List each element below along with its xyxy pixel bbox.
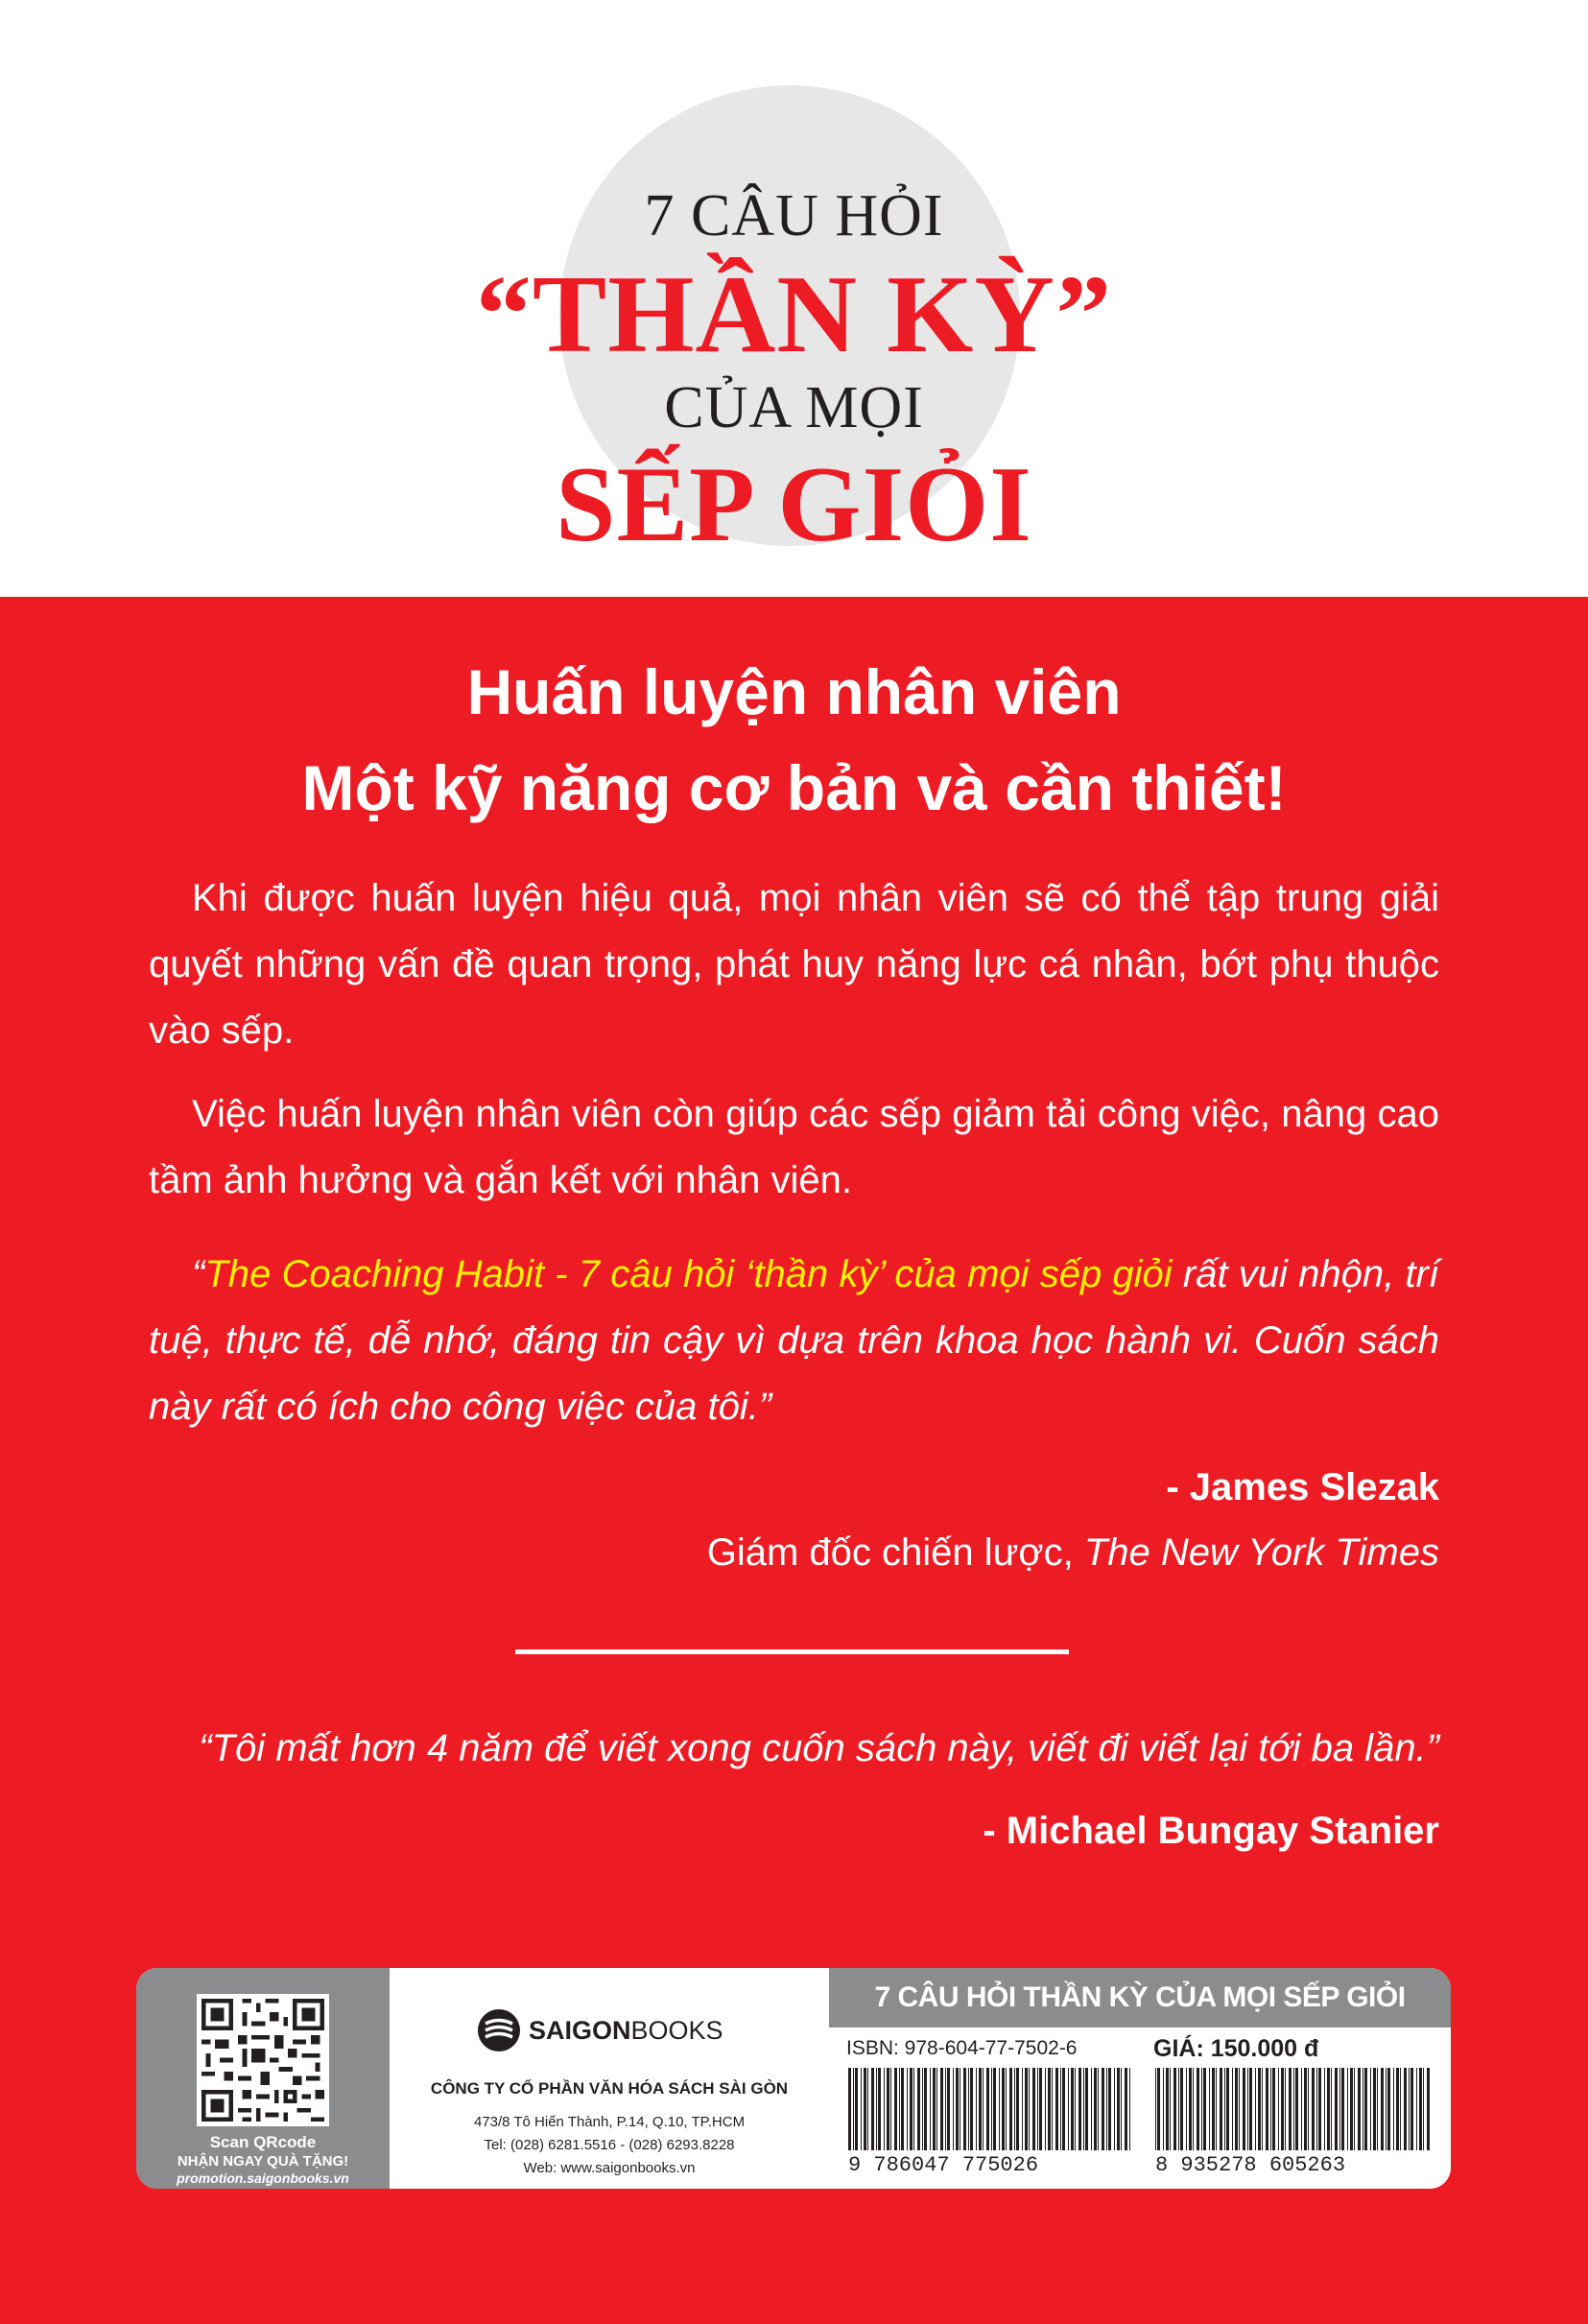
barcode-bar — [1037, 2068, 1038, 2150]
quote-body: rất vui nhộn, trí tuệ, thực tế, dễ nhớ, đáng tin cậy vì dựa trên khoa học hành vi. Cuốn sách này rất có ích cho công việc của tôi.” — [149, 1253, 1439, 1428]
barcode-bar — [1312, 2068, 1315, 2150]
publisher-logo-text — [529, 2016, 723, 2046]
barcode-bar — [968, 2068, 969, 2150]
barcode-bar — [867, 2068, 868, 2150]
barcode-bar — [1410, 2068, 1413, 2150]
barcode-bar — [1052, 2068, 1053, 2150]
barcode-bar — [1075, 2068, 1076, 2150]
quote-2-author: - Michael Bungay Stanier — [983, 1810, 1439, 1852]
barcode-bar — [878, 2068, 881, 2150]
barcode-bar — [1108, 2068, 1111, 2150]
barcode-bar — [1423, 2068, 1424, 2150]
barcode-bar — [1216, 2068, 1217, 2150]
title-line-2: “THẦN KỲ” — [475, 253, 1113, 376]
barcode-bar — [894, 2068, 897, 2150]
barcode-bar — [1045, 2068, 1046, 2150]
barcode-bar — [1232, 2068, 1233, 2150]
barcode-bar — [1247, 2068, 1248, 2150]
barcode-bar — [1166, 2068, 1169, 2150]
barcode-bar — [1022, 2068, 1023, 2150]
barcode-bar — [876, 2068, 877, 2150]
barcode-bar — [1180, 2068, 1183, 2150]
barcode-bar — [1170, 2068, 1171, 2150]
paragraph-1: Khi được huấn luyện hiệu quả, mọi nhân viên sẽ có thể tập trung giải quyết những vấn đề quan trọng, phát huy năng lực cá nhân, bớt phụ thuộc vào sếp. — [149, 877, 1439, 1052]
barcode-bar — [1255, 2068, 1256, 2150]
barcode-bar — [1258, 2068, 1261, 2150]
barcode-bar — [979, 2068, 982, 2150]
barcode-bar — [1295, 2068, 1298, 2150]
barcode-bar — [1197, 2068, 1199, 2150]
barcode-bar — [1209, 2068, 1210, 2150]
barcode-bar — [1068, 2068, 1069, 2150]
barcode-bar — [1324, 2068, 1325, 2150]
barcode-bar — [1318, 2068, 1321, 2150]
barcode-bar — [1350, 2068, 1353, 2150]
barcode-bar — [1117, 2068, 1120, 2150]
barcode-bar — [993, 2068, 996, 2150]
paragraph-2: Việc huấn luyện nhân viên còn giúp các sếp giảm tải công việc, nâng cao tầm ảnh hưởng và gắn kết với nhân viên. — [149, 1093, 1439, 1201]
barcode-bar — [936, 2068, 937, 2150]
barcode-bar — [1071, 2068, 1074, 2150]
barcode-bar — [1289, 2068, 1292, 2150]
barcode-bar — [1404, 2068, 1407, 2150]
barcode-bar — [864, 2068, 866, 2150]
barcode-bar — [1249, 2068, 1252, 2150]
barcode-bar — [1224, 2068, 1225, 2150]
barcode-bar — [1114, 2068, 1115, 2150]
barcode-bar — [1293, 2068, 1294, 2150]
barcode-bar — [1316, 2068, 1317, 2150]
qr-section — [136, 1968, 390, 2189]
barcode-bar — [1203, 2068, 1206, 2150]
barcode-bar — [853, 2068, 854, 2150]
barcode-bar — [1157, 2068, 1160, 2150]
barcode-bar — [947, 2068, 950, 2150]
barcode-bar — [1341, 2068, 1344, 2150]
saigonbooks-logo-icon — [477, 2008, 521, 2052]
title-line-4: SẾP GIỎI — [556, 445, 1032, 564]
book-title-bar: 7 CÂU HỎI THẦN KỲ CỦA MỌI SẾP GIỎI — [829, 1968, 1451, 2028]
barcode-bar — [1129, 2068, 1130, 2150]
barcode-bar — [1186, 2068, 1187, 2150]
price-label: GIÁ: 150.000 đ — [1153, 2035, 1319, 2062]
barcode-bar — [1163, 2068, 1164, 2150]
barcode-bar — [1032, 2068, 1035, 2150]
qr-label: Scan QRcode — [209, 2133, 317, 2151]
barcode-bar — [1331, 2068, 1332, 2150]
barcode-2-number: 8 935278 605263 — [1155, 2153, 1346, 2177]
barcode-bar — [1155, 2068, 1156, 2150]
barcode-bar — [1078, 2068, 1081, 2150]
barcode-bar — [1091, 2068, 1092, 2150]
barcode-bar — [922, 2068, 923, 2150]
barcode-bar — [1106, 2068, 1107, 2150]
barcode-bar — [855, 2068, 858, 2150]
barcode-bar — [1386, 2068, 1387, 2150]
barcode-bar — [1098, 2068, 1099, 2150]
quote-1-role — [707, 1531, 1439, 1575]
barcode-bar — [983, 2068, 984, 2150]
barcode-bar — [1055, 2068, 1058, 2150]
barcode-bar — [930, 2068, 931, 2150]
barcode-bar — [1396, 2068, 1399, 2150]
quote-open-mark: “ — [192, 1253, 205, 1295]
barcode-bar — [887, 2068, 889, 2150]
barcode-bar — [907, 2068, 908, 2150]
barcode-bar — [1193, 2068, 1194, 2150]
barcode-bar — [1121, 2068, 1122, 2150]
barcode-bar — [1266, 2068, 1268, 2150]
title-line-3: CỦA MỌI — [664, 375, 924, 440]
barcode-bar — [991, 2068, 992, 2150]
barcode-bar — [913, 2068, 914, 2150]
barcode-bar — [976, 2068, 977, 2150]
headline-line-1: Huấn luyện nhân viên — [466, 656, 1122, 727]
barcode-bar — [1239, 2068, 1240, 2150]
barcode-bar — [899, 2068, 900, 2150]
barcode-bar — [940, 2068, 943, 2150]
barcode-bar — [945, 2068, 946, 2150]
barcode-bar — [1281, 2068, 1284, 2150]
barcode-1-number: 9 786047 775026 — [848, 2153, 1039, 2177]
isbn-barcode-icon — [846, 2068, 1134, 2150]
quote-2: “Tôi mất hơn 4 năm để viết xong cuốn sách này, viết đi viết lại tới ba lần.” — [199, 1727, 1439, 1769]
barcode-bar — [1416, 2068, 1417, 2150]
cover-top-section — [0, 0, 1588, 597]
barcode-bar — [871, 2068, 874, 2150]
barcode-bar — [1419, 2068, 1422, 2150]
barcode-bar — [1400, 2068, 1401, 2150]
barcode-bar — [1272, 2068, 1275, 2150]
barcode-bar — [1039, 2068, 1042, 2150]
info-panel — [136, 1968, 1451, 2189]
barcode-bar — [1014, 2068, 1015, 2150]
barcode-bar — [1335, 2068, 1338, 2150]
barcode-bar — [1427, 2068, 1430, 2150]
barcode-bar — [1178, 2068, 1179, 2150]
headline-line-2: Một kỹ năng cơ bản và cần thiết! — [301, 752, 1287, 823]
barcode-bar — [1226, 2068, 1229, 2150]
ean-barcode-icon — [1153, 2068, 1432, 2150]
barcode-bar — [1220, 2068, 1222, 2150]
barcode-bar — [890, 2068, 891, 2150]
barcode-bar — [924, 2068, 927, 2150]
barcode-bar — [1381, 2068, 1384, 2150]
barcode-bar — [1048, 2068, 1051, 2150]
barcode-bar — [1262, 2068, 1263, 2150]
barcode-bar — [1370, 2068, 1371, 2150]
barcode-bar — [1173, 2068, 1176, 2150]
barcode-bar — [1339, 2068, 1340, 2150]
barcode-bar — [1083, 2068, 1084, 2150]
qr-site[interactable]: promotion.saigonbooks.vn — [177, 2170, 349, 2186]
logo-text-bold: SAIGON — [529, 2016, 631, 2045]
title-line-1: 7 CÂU HỎI — [644, 183, 944, 249]
barcode-bar — [1409, 2068, 1410, 2150]
quote-1 — [149, 1242, 1439, 1440]
barcode-bar — [1364, 2068, 1367, 2150]
barcode-bar — [1347, 2068, 1348, 2150]
barcode-bar — [1125, 2068, 1127, 2150]
barcode-bar — [1243, 2068, 1245, 2150]
barcode-bar — [1285, 2068, 1286, 2150]
publisher-web[interactable]: Web: www.saigonbooks.vn — [523, 2160, 696, 2176]
quote-1-author: - James Slezak — [1166, 1466, 1439, 1508]
barcode-bar — [1377, 2068, 1378, 2150]
barcode-bar — [1189, 2068, 1192, 2150]
barcode-bar — [1358, 2068, 1361, 2150]
barcode-bar — [1029, 2068, 1030, 2150]
publisher-address: 473/8 Tô Hiến Thành, P.14, Q.10, TP.HCM — [473, 2114, 746, 2130]
barcode-bar — [963, 2068, 966, 2150]
quote-book-title: The Coaching Habit - 7 câu hỏi ‘thần kỳ’ của mọi sếp giỏi — [204, 1253, 1173, 1295]
barcode-bar — [1393, 2068, 1394, 2150]
barcode-bar — [1094, 2068, 1097, 2150]
barcode-bar — [1304, 2068, 1307, 2150]
barcode-bar — [1270, 2068, 1271, 2150]
barcode-bar — [1308, 2068, 1309, 2150]
barcode-bar — [1002, 2068, 1005, 2150]
publisher-tel: Tel: (028) 6281.5516 - (028) 6293.8228 — [484, 2137, 735, 2153]
barcode-bar — [986, 2068, 989, 2150]
logo-text-rest: BOOKS — [630, 2016, 723, 2045]
barcode-bar — [1201, 2068, 1202, 2150]
barcode-bar — [1327, 2068, 1330, 2150]
barcode-bar — [1354, 2068, 1355, 2150]
qr-code-icon[interactable] — [197, 1994, 329, 2126]
barcode-bar — [933, 2068, 936, 2150]
barcode-bar — [861, 2068, 862, 2150]
barcode-bar — [999, 2068, 1000, 2150]
barcode-bar — [1301, 2068, 1302, 2150]
barcode-bar — [1062, 2068, 1065, 2150]
qr-cta: NHẬN NGAY QUÀ TẶNG! — [177, 2153, 349, 2170]
barcode-bar — [953, 2068, 954, 2150]
barcode-bar — [1060, 2068, 1061, 2150]
barcode-bar — [1006, 2068, 1007, 2150]
barcode-bar — [1102, 2068, 1104, 2150]
barcode-bar — [1387, 2068, 1390, 2150]
barcode-bar — [1025, 2068, 1028, 2150]
barcode-bar — [1278, 2068, 1279, 2150]
book-info-section — [829, 1968, 1451, 2189]
barcode-bar — [1016, 2068, 1019, 2150]
barcode-bar — [917, 2068, 920, 2150]
quote-1-role-title: Giám đốc chiến lược, — [706, 1531, 1084, 1574]
barcode-bar — [1212, 2068, 1215, 2150]
publisher-company: CÔNG TY CỔ PHẦN VĂN HÓA SÁCH SÀI GÒN — [430, 2079, 789, 2098]
barcode-bar — [848, 2068, 851, 2150]
barcode-bar — [1373, 2068, 1376, 2150]
barcode-bar — [970, 2068, 973, 2150]
isbn-label: ISBN: 978-604-77-7502-6 — [846, 2037, 1078, 2059]
barcode-bar — [1235, 2068, 1238, 2150]
barcode-bar — [901, 2068, 904, 2150]
barcode-bar — [956, 2068, 959, 2150]
divider-line — [515, 1649, 1069, 1654]
barcode-bar — [910, 2068, 913, 2150]
publisher-section — [390, 1968, 829, 2189]
quote-1-role-org: The New York Times — [1083, 1531, 1439, 1574]
barcode-bar — [1009, 2068, 1012, 2150]
barcode-bar — [1085, 2068, 1088, 2150]
barcode-bar — [884, 2068, 885, 2150]
